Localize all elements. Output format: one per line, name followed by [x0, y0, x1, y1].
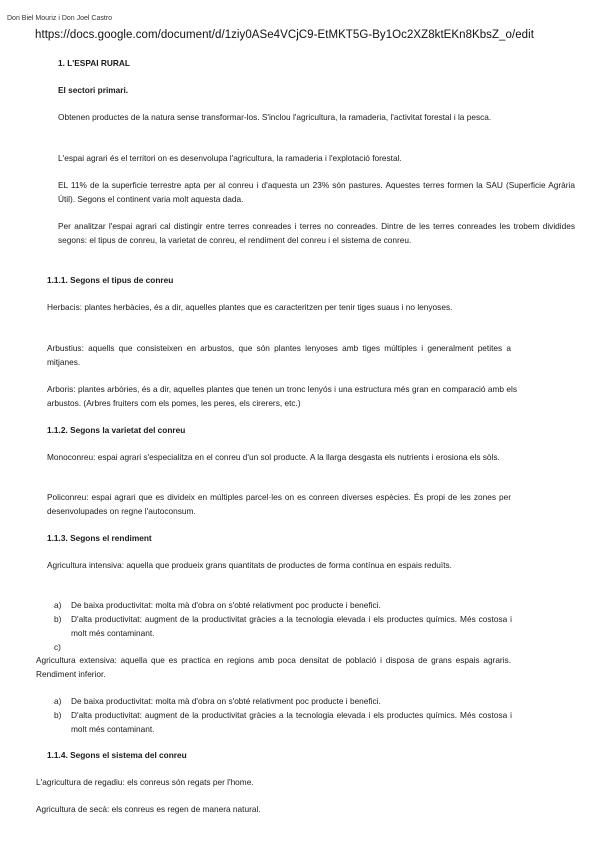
paragraph-intensiva: Agricultura intensiva: aquella que produeix grans quantitats de productes de forma contínua en espais reduïts. [47, 560, 452, 570]
heading-sector-primari: El sectori primari. [58, 85, 129, 95]
paragraph-espai-agrari: L'espai agrari és el territori on es desenvolupa l'agricultura, la ramaderia i l'explotació forestal. [58, 153, 402, 163]
list-item-text: De baixa productivitat: molta mà d'obra on s'obté relativment poc producte i benefici. [71, 696, 381, 706]
list-item-text: D'alta productivitat: augment de la productivitat gràcies a la tecnologia elevada i els productes químics. Més costosa i molt més contaminant. [71, 710, 512, 734]
list-item-text: De baixa productivitat: molta mà d'obra on s'obté relativment poc producte i benefici. [71, 600, 381, 610]
heading-1-1-1: 1.1.1. Segons el tipus de conreu [47, 275, 174, 285]
paragraph-policonreu: Policonreu: espai agrari que es divideix en múltiples parcel·les on es conreen diverses espècies. És propi de les zones per desenvolupades on regne l'autoconsum. [47, 492, 511, 516]
list-marker: a) [54, 600, 62, 610]
list-marker: b) [54, 710, 62, 720]
list-marker: c) [54, 642, 61, 652]
heading-1-1-3: 1.1.3. Segons el rendiment [47, 533, 152, 543]
heading-espai-rural: 1. L'ESPAI RURAL [58, 58, 130, 68]
paragraph-arbustius: Arbustius: aquells que consisteixen en arbustos, que són plantes lenyoses amb tiges múltiples i generalment petites a mitjanes. [47, 343, 511, 367]
paragraph-obtenen: Obtenen productes de la natura sense transformar-los. S'inclou l'agricultura, la ramaderia, l'activitat forestal i la pesca. [58, 112, 492, 122]
paragraph-arboris: Arboris: plantes arbòries, és a dir, aquelles plantes que tenen un tronc lenyós i una estructura més gran en comparació amb els arbustos. (Arbres fruiters com els pomes, les peres, els cirerers, etc.) [47, 384, 517, 408]
print-header-meta: Don Biel Mouriz i Don Joel Castro [7, 15, 113, 22]
list-item-text: D'alta productivitat: augment de la productivitat gràcies a la tecnologia elevada i els productes químics. Més costosa i molt més contaminant. [71, 614, 512, 638]
paragraph-seca: Agricultura de secà: els conreus es regen de manera natural. [36, 804, 261, 814]
paragraph-herbacis: Herbacis: plantes herbàcies, és a dir, aquelles plantes que es caracteritzen per tenir tiges suaus i no lenyoses. [47, 302, 453, 312]
paragraph-superficie: EL 11% de la superficie terrestre apta per al conreu i d'aquesta un 23% són pastures. Aquestes terres formen la SAU (Superficie Agrària Útil). Segons el continent varia molt aquesta dada. [58, 180, 575, 204]
heading-1-1-2: 1.1.2. Segons la varietat del conreu [47, 425, 186, 435]
list-marker: b) [54, 614, 62, 624]
paragraph-extensiva: Agricultura extensiva: aquella que es practica en regions amb poca densitat de població i disposa de grans espais agraris. Rendiment inferior. [36, 655, 511, 679]
list-marker: a) [54, 696, 62, 706]
paragraph-monoconreu: Monoconreu: espai agrari s'especialitza en el conreu d'un sol producte. A la llarga desgasta els nutrients i erosiona els sòls. [47, 452, 500, 462]
heading-1-1-4: 1.1.4. Segons el sistema del conreu [47, 750, 187, 760]
paragraph-analitzar: Per analitzar l'espai agrari cal distingir entre terres conreades i terres no conreades. Dintre de les terres conreades les trobem dividides segons: el tipus de conreu, la varietat de conreu, el rendiment del conreu i el sistema de conreu. [58, 221, 575, 245]
document-url: https://docs.google.com/document/d/1ziy0ASe4VCjC9-EtMKT5G-By1Oc2XZ8ktEKn8KbsZ_o/edit [35, 29, 534, 41]
paragraph-regadiu: L'agricultura de regadiu: els conreus són regats per l'home. [36, 777, 254, 787]
